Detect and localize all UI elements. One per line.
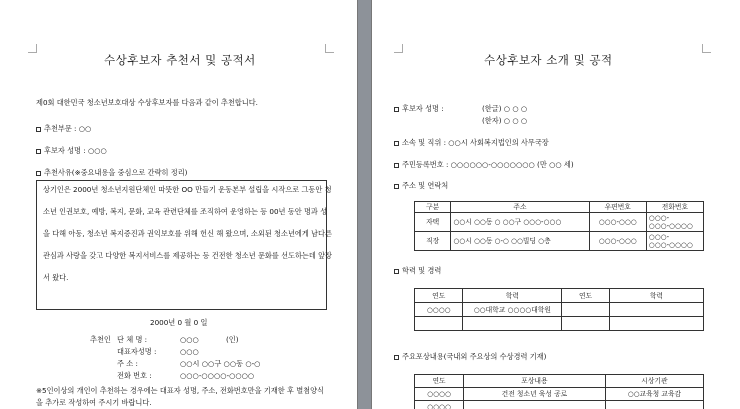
table-cell xyxy=(609,317,703,331)
checkbox-icon xyxy=(394,163,399,168)
table-header: 연도 xyxy=(415,289,463,303)
field-reason: 추천사유(※중요내용을 중심으로 간략히 정리) xyxy=(36,168,187,177)
table-cell xyxy=(562,303,610,317)
reason-line: 소년 인권보호, 예방, 복지, 문화, 교육 관련단체를 조직하여 운영하는 등 00년 동안 명과 성 xyxy=(43,207,328,216)
date-text: 2000년 0 월 0 일 xyxy=(150,318,208,327)
table-header: 우편번호 xyxy=(589,202,646,213)
table-cell: ○○대학교 ○○○○대학원 xyxy=(463,303,562,317)
table-row xyxy=(415,401,704,409)
checkbox-icon xyxy=(394,269,399,274)
education-table xyxy=(414,288,704,331)
table-cell: ○○○○ xyxy=(415,401,464,409)
table-row xyxy=(415,388,704,401)
candidate-name-hanja: (한자) ○ ○ ○ xyxy=(482,116,528,125)
reason-line: 관심과 사랑을 갖고 다양한 복지서비스를 제공하는 등 건전한 청소년 문화를 선도하는데 앞장 xyxy=(43,251,332,260)
rec-key: 전화 번호 : xyxy=(117,371,152,380)
page-title: 수상후보자 소개 및 공적 xyxy=(484,53,613,67)
table-cell: 건전 청소년 육성 공로 xyxy=(464,388,606,401)
table-cell xyxy=(605,401,703,409)
reason-box xyxy=(36,180,332,310)
rec-value: ○○○-○○○○-○○○○ xyxy=(180,371,255,380)
table-header: 시상기관 xyxy=(605,375,703,388)
rec-value: ○○○ xyxy=(180,347,199,356)
recommender-label: 추천인 xyxy=(90,335,111,344)
awards-table xyxy=(414,374,704,409)
education-section-label: 학력 및 경력 xyxy=(394,266,441,275)
table-cell xyxy=(609,303,703,317)
table-header-row xyxy=(415,202,704,213)
table-header: 구분 xyxy=(415,202,451,213)
document-page-2 xyxy=(372,0,740,409)
table-cell: ○○시 ○○동 ○-○ ○○빌딩 ○층 xyxy=(451,232,589,251)
table-header-row xyxy=(415,289,704,303)
candidate-name-label: 후보자 성명 : xyxy=(394,104,444,113)
checkbox-icon xyxy=(394,107,399,112)
table-cell: ○○교육청 교육감 xyxy=(605,388,703,401)
table-header: 연도 xyxy=(415,375,464,388)
page-corner-mark xyxy=(28,44,37,53)
intro-text: 제0회 대한민국 청소년보호대상 수상후보자를 다음과 같이 추천합니다. xyxy=(36,98,258,107)
checkbox-icon xyxy=(394,355,399,360)
table-cell xyxy=(562,317,610,331)
page-corner-mark xyxy=(325,44,334,53)
awards-section-label: 주요포상내용(국내외 주요상의 수상경력 기재) xyxy=(394,352,546,361)
page-corner-mark xyxy=(702,44,711,53)
resident-number-field: 주민등록번호 : ○○○○○○-○○○○○○○ (만 ○○ 세) xyxy=(394,160,574,169)
rec-key: 단 체 명 : xyxy=(117,335,148,344)
table-row xyxy=(415,213,704,232)
checkbox-icon xyxy=(394,184,399,189)
table-row xyxy=(415,303,704,317)
table-row xyxy=(415,232,704,251)
table-cell xyxy=(463,317,562,331)
rec-value: ○○시 ○○구 ○○동 ○-○ xyxy=(180,359,261,368)
checkbox-icon xyxy=(36,127,41,132)
table-header: 주소 xyxy=(451,202,589,213)
note-line: ※5인이상의 개인이 추천하는 경우에는 대표자 성명, 주소, 전화번호만을 기재한 후 별첨양식 xyxy=(36,386,324,395)
table-cell xyxy=(415,317,463,331)
table-header: 연도 xyxy=(562,289,610,303)
table-header: 학력 xyxy=(463,289,562,303)
table-header: 전화번호 xyxy=(646,202,703,213)
table-cell: ○○시 ○○동 ○ ○○구 ○○○-○○○ xyxy=(451,213,589,232)
reason-line: 서 왔다. xyxy=(43,273,69,282)
affiliation-field: 소속 및 직위 : ○○시 사회복지법인의 사무국장 xyxy=(394,138,549,147)
table-cell: 자택 xyxy=(415,213,451,232)
rec-key: 대표자성명 : xyxy=(117,347,157,356)
table-cell: ○○○-○○○ xyxy=(589,213,646,232)
address-section-label: 주소 및 연락처 xyxy=(394,181,448,190)
seal-mark: (인) xyxy=(226,335,239,344)
checkbox-icon xyxy=(36,171,41,176)
reason-line: 을 다해 아동, 청소년 복지증진과 권익보호를 위해 헌신 해 왔으며, 소외된 청소년에게 남다른 xyxy=(43,229,332,238)
page-corner-mark xyxy=(394,44,403,53)
table-header: 학력 xyxy=(609,289,703,303)
address-table xyxy=(414,201,704,251)
table-cell: ○○○- ○○○-○○○○ xyxy=(646,232,703,251)
rec-value: ○○○ xyxy=(180,335,199,344)
table-row xyxy=(415,317,704,331)
checkbox-icon xyxy=(394,141,399,146)
rec-key: 주 소 : xyxy=(117,359,138,368)
table-cell xyxy=(464,401,606,409)
table-cell: 직장 xyxy=(415,232,451,251)
table-cell: ○○○-○○○ xyxy=(589,232,646,251)
field-category: 추천부문 : ○○ xyxy=(36,124,91,133)
table-cell: ○○○○ xyxy=(415,388,464,401)
candidate-name-korean: (한글) ○ ○ ○ xyxy=(482,104,528,113)
table-header: 포상내용 xyxy=(464,375,606,388)
field-candidate-name: 후보자 성명 : ○○○ xyxy=(36,146,107,155)
table-cell: ○○○- ○○○-○○○○ xyxy=(646,213,703,232)
note-line: 을 추가로 작성하여 주시기 바랍니다. xyxy=(36,398,152,407)
checkbox-icon xyxy=(36,149,41,154)
table-cell: ○○○○ xyxy=(415,303,463,317)
page-title: 수상후보자 추천서 및 공적서 xyxy=(104,53,256,67)
page-gap xyxy=(357,0,372,409)
document-page-1 xyxy=(0,0,357,409)
table-header-row xyxy=(415,375,704,388)
reason-line: 상기인은 2000년 청소년지원단체인 따뜻한 OO 만들기 운동본부 설립을 시작으로 그동안 청 xyxy=(43,185,332,194)
